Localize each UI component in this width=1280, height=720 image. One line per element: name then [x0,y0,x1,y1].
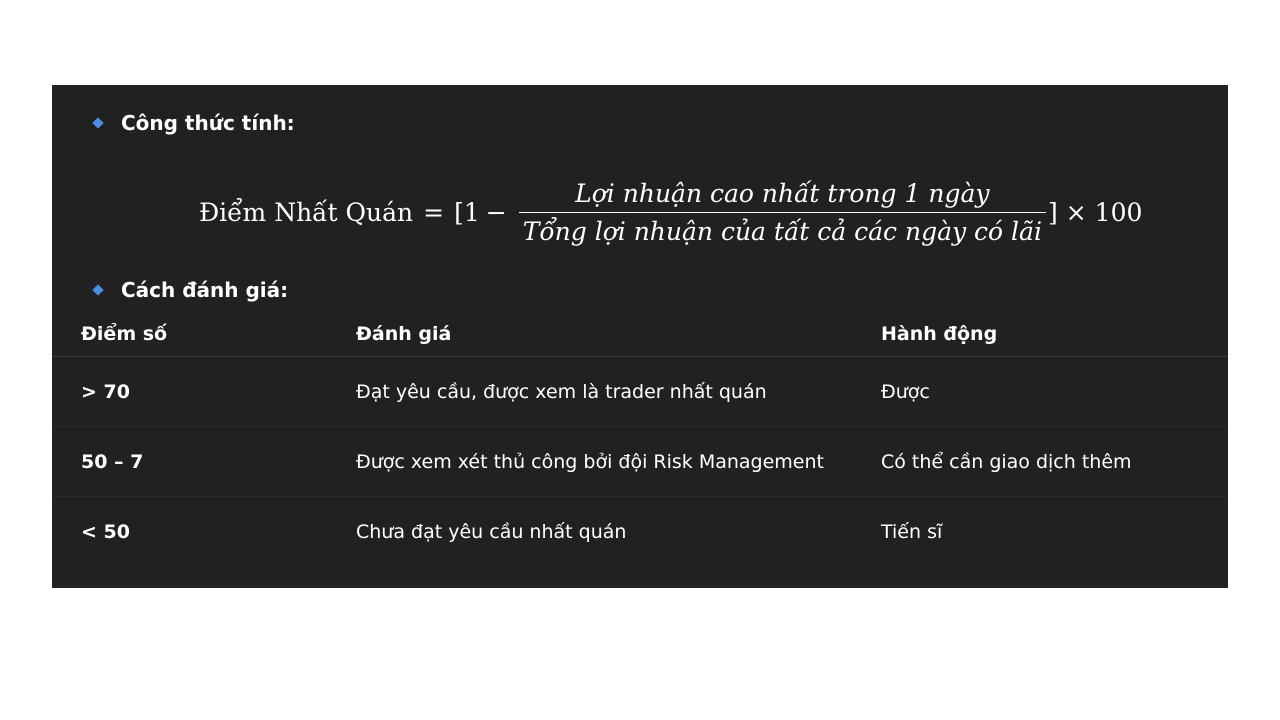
header-action: Hành động [881,322,998,345]
evaluation-heading-label: Cách đánh giá: [121,278,289,302]
formula-denominator: Tổng lợi nhuận của tất cả các ngày có lãi [522,216,1042,246]
formula-fraction [519,179,1046,246]
consistency-formula [199,167,1142,257]
row-score: > 70 [81,380,130,403]
formula-close-bracket: ] [1047,197,1058,227]
content-panel [52,85,1228,588]
row-score: < 50 [81,520,130,543]
formula-times: × [1065,197,1087,227]
formula-heading [92,111,295,135]
table-header-row [52,311,1228,357]
row-evaluation: Chưa đạt yêu cầu nhất quán [356,520,627,543]
formula-multiplier: 100 [1094,197,1143,227]
formula-lhs: Điểm Nhất Quán [199,197,414,227]
formula-heading-label: Công thức tính: [121,111,295,135]
formula-equals: = [423,197,445,227]
evaluation-heading [92,278,288,302]
diamond-bullet-icon [92,117,103,128]
header-evaluation: Đánh giá [356,322,452,345]
evaluation-table [52,311,1228,566]
formula-minus: − [485,197,507,227]
row-evaluation: Đạt yêu cầu, được xem là trader nhất quán [356,380,767,403]
table-row [52,427,1228,497]
formula-open-bracket: [1 [454,197,480,227]
row-action: Được [881,380,930,403]
table-row [52,497,1228,566]
row-action: Có thể cần giao dịch thêm [881,450,1132,473]
row-evaluation: Được xem xét thủ công bởi đội Risk Management [356,450,824,473]
formula-numerator: Lợi nhuận cao nhất trong 1 ngày [575,178,990,208]
row-score: 50 – 7 [81,450,144,473]
diamond-bullet-icon [92,284,103,295]
table-row [52,357,1228,427]
header-score: Điểm số [81,322,168,345]
row-action: Tiến sĩ [881,520,943,543]
